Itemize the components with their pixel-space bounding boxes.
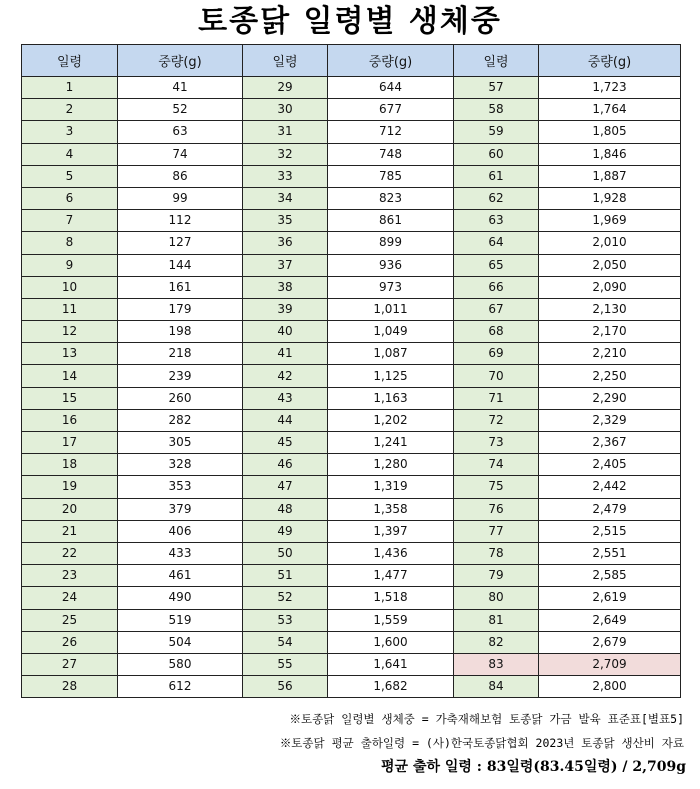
day-cell: 1 <box>22 77 118 99</box>
day-cell: 16 <box>22 409 118 431</box>
table-header-row <box>22 45 681 77</box>
table-row <box>22 276 681 298</box>
weight-cell: 282 <box>118 409 243 431</box>
day-cell: 10 <box>22 276 118 298</box>
table-row <box>22 121 681 143</box>
day-cell: 44 <box>243 409 328 431</box>
weight-cell: 218 <box>118 343 243 365</box>
weight-cell: 861 <box>328 210 454 232</box>
day-cell: 25 <box>22 609 118 631</box>
day-cell: 84 <box>454 676 539 698</box>
day-cell: 53 <box>243 609 328 631</box>
header-weight-3: 중량(g) <box>539 45 681 77</box>
day-cell: 9 <box>22 254 118 276</box>
day-cell: 78 <box>454 542 539 564</box>
weight-cell: 2,130 <box>539 298 681 320</box>
weight-cell: 1,477 <box>328 565 454 587</box>
day-cell: 61 <box>454 165 539 187</box>
day-cell: 56 <box>243 676 328 698</box>
weight-cell: 112 <box>118 210 243 232</box>
weight-cell: 2,250 <box>539 365 681 387</box>
day-cell: 62 <box>454 187 539 209</box>
weight-cell: 1,319 <box>328 476 454 498</box>
table-row <box>22 232 681 254</box>
weight-cell: 2,800 <box>539 676 681 698</box>
table-row <box>22 365 681 387</box>
weight-cell: 260 <box>118 387 243 409</box>
weight-cell: 2,479 <box>539 498 681 520</box>
weight-cell: 712 <box>328 121 454 143</box>
weight-cell: 2,619 <box>539 587 681 609</box>
day-cell: 58 <box>454 99 539 121</box>
day-cell: 55 <box>243 653 328 675</box>
day-cell: 52 <box>243 587 328 609</box>
weight-cell: 2,090 <box>539 276 681 298</box>
day-cell: 73 <box>454 432 539 454</box>
day-cell: 80 <box>454 587 539 609</box>
weight-cell: 1,241 <box>328 432 454 454</box>
weight-cell: 1,202 <box>328 409 454 431</box>
weight-cell: 353 <box>118 476 243 498</box>
day-cell: 21 <box>22 520 118 542</box>
weight-cell: 1,163 <box>328 387 454 409</box>
weight-cell: 406 <box>118 520 243 542</box>
weight-cell: 239 <box>118 365 243 387</box>
weight-cell: 1,280 <box>328 454 454 476</box>
table-row <box>22 187 681 209</box>
day-cell: 39 <box>243 298 328 320</box>
weight-cell: 99 <box>118 187 243 209</box>
table-row <box>22 520 681 542</box>
weight-cell: 305 <box>118 432 243 454</box>
day-cell: 38 <box>243 276 328 298</box>
table-row <box>22 565 681 587</box>
weight-cell: 1,928 <box>539 187 681 209</box>
weight-cell: 504 <box>118 631 243 653</box>
weight-cell: 1,397 <box>328 520 454 542</box>
weight-cell: 2,585 <box>539 565 681 587</box>
weight-cell: 1,887 <box>539 165 681 187</box>
footnotes <box>280 707 684 755</box>
weight-cell: 1,846 <box>539 143 681 165</box>
weight-cell: 2,170 <box>539 321 681 343</box>
day-cell: 22 <box>22 542 118 564</box>
weight-cell: 1,125 <box>328 365 454 387</box>
weight-cell: 1,049 <box>328 321 454 343</box>
weight-cell: 2,050 <box>539 254 681 276</box>
table-row <box>22 432 681 454</box>
table-row <box>22 454 681 476</box>
weight-cell: 1,559 <box>328 609 454 631</box>
day-cell: 14 <box>22 365 118 387</box>
weight-cell: 2,010 <box>539 232 681 254</box>
weight-cell: 1,600 <box>328 631 454 653</box>
day-cell: 65 <box>454 254 539 276</box>
weight-cell: 2,551 <box>539 542 681 564</box>
table-row <box>22 409 681 431</box>
day-cell: 70 <box>454 365 539 387</box>
weight-cell: 1,358 <box>328 498 454 520</box>
day-cell: 17 <box>22 432 118 454</box>
day-cell: 71 <box>454 387 539 409</box>
summary-line: 평균 출하 일령 : 83일령(83.45일령) / 2,709g <box>381 759 686 775</box>
weight-cell: 580 <box>118 653 243 675</box>
footnote-source: ※토종닭 일령별 생체중 = 가축재해보험 토종닭 가금 발육 표준표[별표5] <box>289 712 684 726</box>
weight-cell: 973 <box>328 276 454 298</box>
weight-cell: 74 <box>118 143 243 165</box>
table-row <box>22 542 681 564</box>
day-cell: 12 <box>22 321 118 343</box>
weight-cell: 2,515 <box>539 520 681 542</box>
weight-cell: 144 <box>118 254 243 276</box>
day-cell: 2 <box>22 99 118 121</box>
table-row <box>22 298 681 320</box>
table-row <box>22 631 681 653</box>
weight-cell: 41 <box>118 77 243 99</box>
day-cell: 35 <box>243 210 328 232</box>
table-row <box>22 321 681 343</box>
day-cell: 81 <box>454 609 539 631</box>
weight-cell: 823 <box>328 187 454 209</box>
page-title: 토종닭 일령별 생체중 <box>198 4 502 39</box>
day-cell: 79 <box>454 565 539 587</box>
weight-cell: 86 <box>118 165 243 187</box>
weight-cell: 490 <box>118 587 243 609</box>
day-cell: 23 <box>22 565 118 587</box>
weight-cell: 179 <box>118 298 243 320</box>
day-cell: 48 <box>243 498 328 520</box>
table-body <box>22 77 681 698</box>
day-cell: 26 <box>22 631 118 653</box>
day-cell: 34 <box>243 187 328 209</box>
day-cell: 4 <box>22 143 118 165</box>
weight-cell: 936 <box>328 254 454 276</box>
weight-cell: 328 <box>118 454 243 476</box>
day-cell: 64 <box>454 232 539 254</box>
day-cell: 49 <box>243 520 328 542</box>
weight-cell: 677 <box>328 99 454 121</box>
day-cell: 68 <box>454 321 539 343</box>
weight-cell: 2,442 <box>539 476 681 498</box>
day-cell: 50 <box>243 542 328 564</box>
weight-cell: 52 <box>118 99 243 121</box>
weight-cell: 63 <box>118 121 243 143</box>
day-cell: 40 <box>243 321 328 343</box>
day-cell: 31 <box>243 121 328 143</box>
table-row <box>22 165 681 187</box>
day-cell: 37 <box>243 254 328 276</box>
day-cell: 42 <box>243 365 328 387</box>
day-cell: 20 <box>22 498 118 520</box>
day-cell: 6 <box>22 187 118 209</box>
table-row <box>22 77 681 99</box>
weight-cell: 2,329 <box>539 409 681 431</box>
table-row <box>22 387 681 409</box>
weight-cell: 1,764 <box>539 99 681 121</box>
weight-table <box>21 44 681 698</box>
day-cell: 45 <box>243 432 328 454</box>
weight-cell: 379 <box>118 498 243 520</box>
table-row <box>22 210 681 232</box>
table-row <box>22 676 681 698</box>
day-cell: 41 <box>243 343 328 365</box>
day-cell: 74 <box>454 454 539 476</box>
weight-cell: 1,682 <box>328 676 454 698</box>
table-row <box>22 498 681 520</box>
weight-cell: 433 <box>118 542 243 564</box>
weight-cell: 2,679 <box>539 631 681 653</box>
day-cell: 33 <box>243 165 328 187</box>
weight-cell: 1,087 <box>328 343 454 365</box>
weight-cell: 127 <box>118 232 243 254</box>
day-cell: 15 <box>22 387 118 409</box>
day-cell: 29 <box>243 77 328 99</box>
day-cell: 43 <box>243 387 328 409</box>
day-cell: 63 <box>454 210 539 232</box>
day-cell: 72 <box>454 409 539 431</box>
day-cell: 82 <box>454 631 539 653</box>
table-row <box>22 343 681 365</box>
weight-cell: 1,436 <box>328 542 454 564</box>
weight-cell: 899 <box>328 232 454 254</box>
table-row <box>22 609 681 631</box>
day-cell: 5 <box>22 165 118 187</box>
day-cell: 24 <box>22 587 118 609</box>
day-cell: 36 <box>243 232 328 254</box>
day-cell: 60 <box>454 143 539 165</box>
day-cell: 67 <box>454 298 539 320</box>
weight-cell: 748 <box>328 143 454 165</box>
day-cell: 30 <box>243 99 328 121</box>
weight-cell: 1,011 <box>328 298 454 320</box>
day-cell: 7 <box>22 210 118 232</box>
weight-cell: 612 <box>118 676 243 698</box>
day-cell: 3 <box>22 121 118 143</box>
weight-cell: 461 <box>118 565 243 587</box>
table-row <box>22 254 681 276</box>
day-cell: 28 <box>22 676 118 698</box>
day-cell: 57 <box>454 77 539 99</box>
weight-cell: 644 <box>328 77 454 99</box>
weight-cell: 519 <box>118 609 243 631</box>
weight-cell: 1,969 <box>539 210 681 232</box>
day-cell: 46 <box>243 454 328 476</box>
day-cell: 11 <box>22 298 118 320</box>
header-day-1: 일령 <box>22 45 118 77</box>
day-cell: 18 <box>22 454 118 476</box>
day-cell: 27 <box>22 653 118 675</box>
day-cell: 77 <box>454 520 539 542</box>
day-cell: 76 <box>454 498 539 520</box>
weight-cell: 1,641 <box>328 653 454 675</box>
day-cell: 19 <box>22 476 118 498</box>
table-row <box>22 143 681 165</box>
header-day-2: 일령 <box>243 45 328 77</box>
weight-cell: 198 <box>118 321 243 343</box>
table-row <box>22 653 681 675</box>
day-cell: 59 <box>454 121 539 143</box>
day-cell: 69 <box>454 343 539 365</box>
day-cell: 47 <box>243 476 328 498</box>
weight-cell: 2,367 <box>539 432 681 454</box>
day-cell: 13 <box>22 343 118 365</box>
table-row <box>22 476 681 498</box>
weight-cell: 785 <box>328 165 454 187</box>
table-row <box>22 587 681 609</box>
weight-cell: 1,518 <box>328 587 454 609</box>
weight-cell: 1,805 <box>539 121 681 143</box>
weight-cell: 2,405 <box>539 454 681 476</box>
header-weight-2: 중량(g) <box>328 45 454 77</box>
day-cell: 75 <box>454 476 539 498</box>
day-cell: 32 <box>243 143 328 165</box>
footnote-shipping-age: ※토종닭 평균 출하일령 = (사)한국토종닭협회 2023년 토종닭 생산비 자료 <box>279 736 684 750</box>
highlighted-day-cell: 83 <box>454 653 539 675</box>
day-cell: 66 <box>454 276 539 298</box>
header-day-3: 일령 <box>454 45 539 77</box>
table-row <box>22 99 681 121</box>
weight-cell: 2,290 <box>539 387 681 409</box>
highlighted-weight-cell: 2,709 <box>539 653 681 675</box>
weight-cell: 1,723 <box>539 77 681 99</box>
weight-cell: 2,210 <box>539 343 681 365</box>
day-cell: 54 <box>243 631 328 653</box>
header-weight-1: 중량(g) <box>118 45 243 77</box>
weight-cell: 2,649 <box>539 609 681 631</box>
day-cell: 8 <box>22 232 118 254</box>
weight-cell: 161 <box>118 276 243 298</box>
day-cell: 51 <box>243 565 328 587</box>
